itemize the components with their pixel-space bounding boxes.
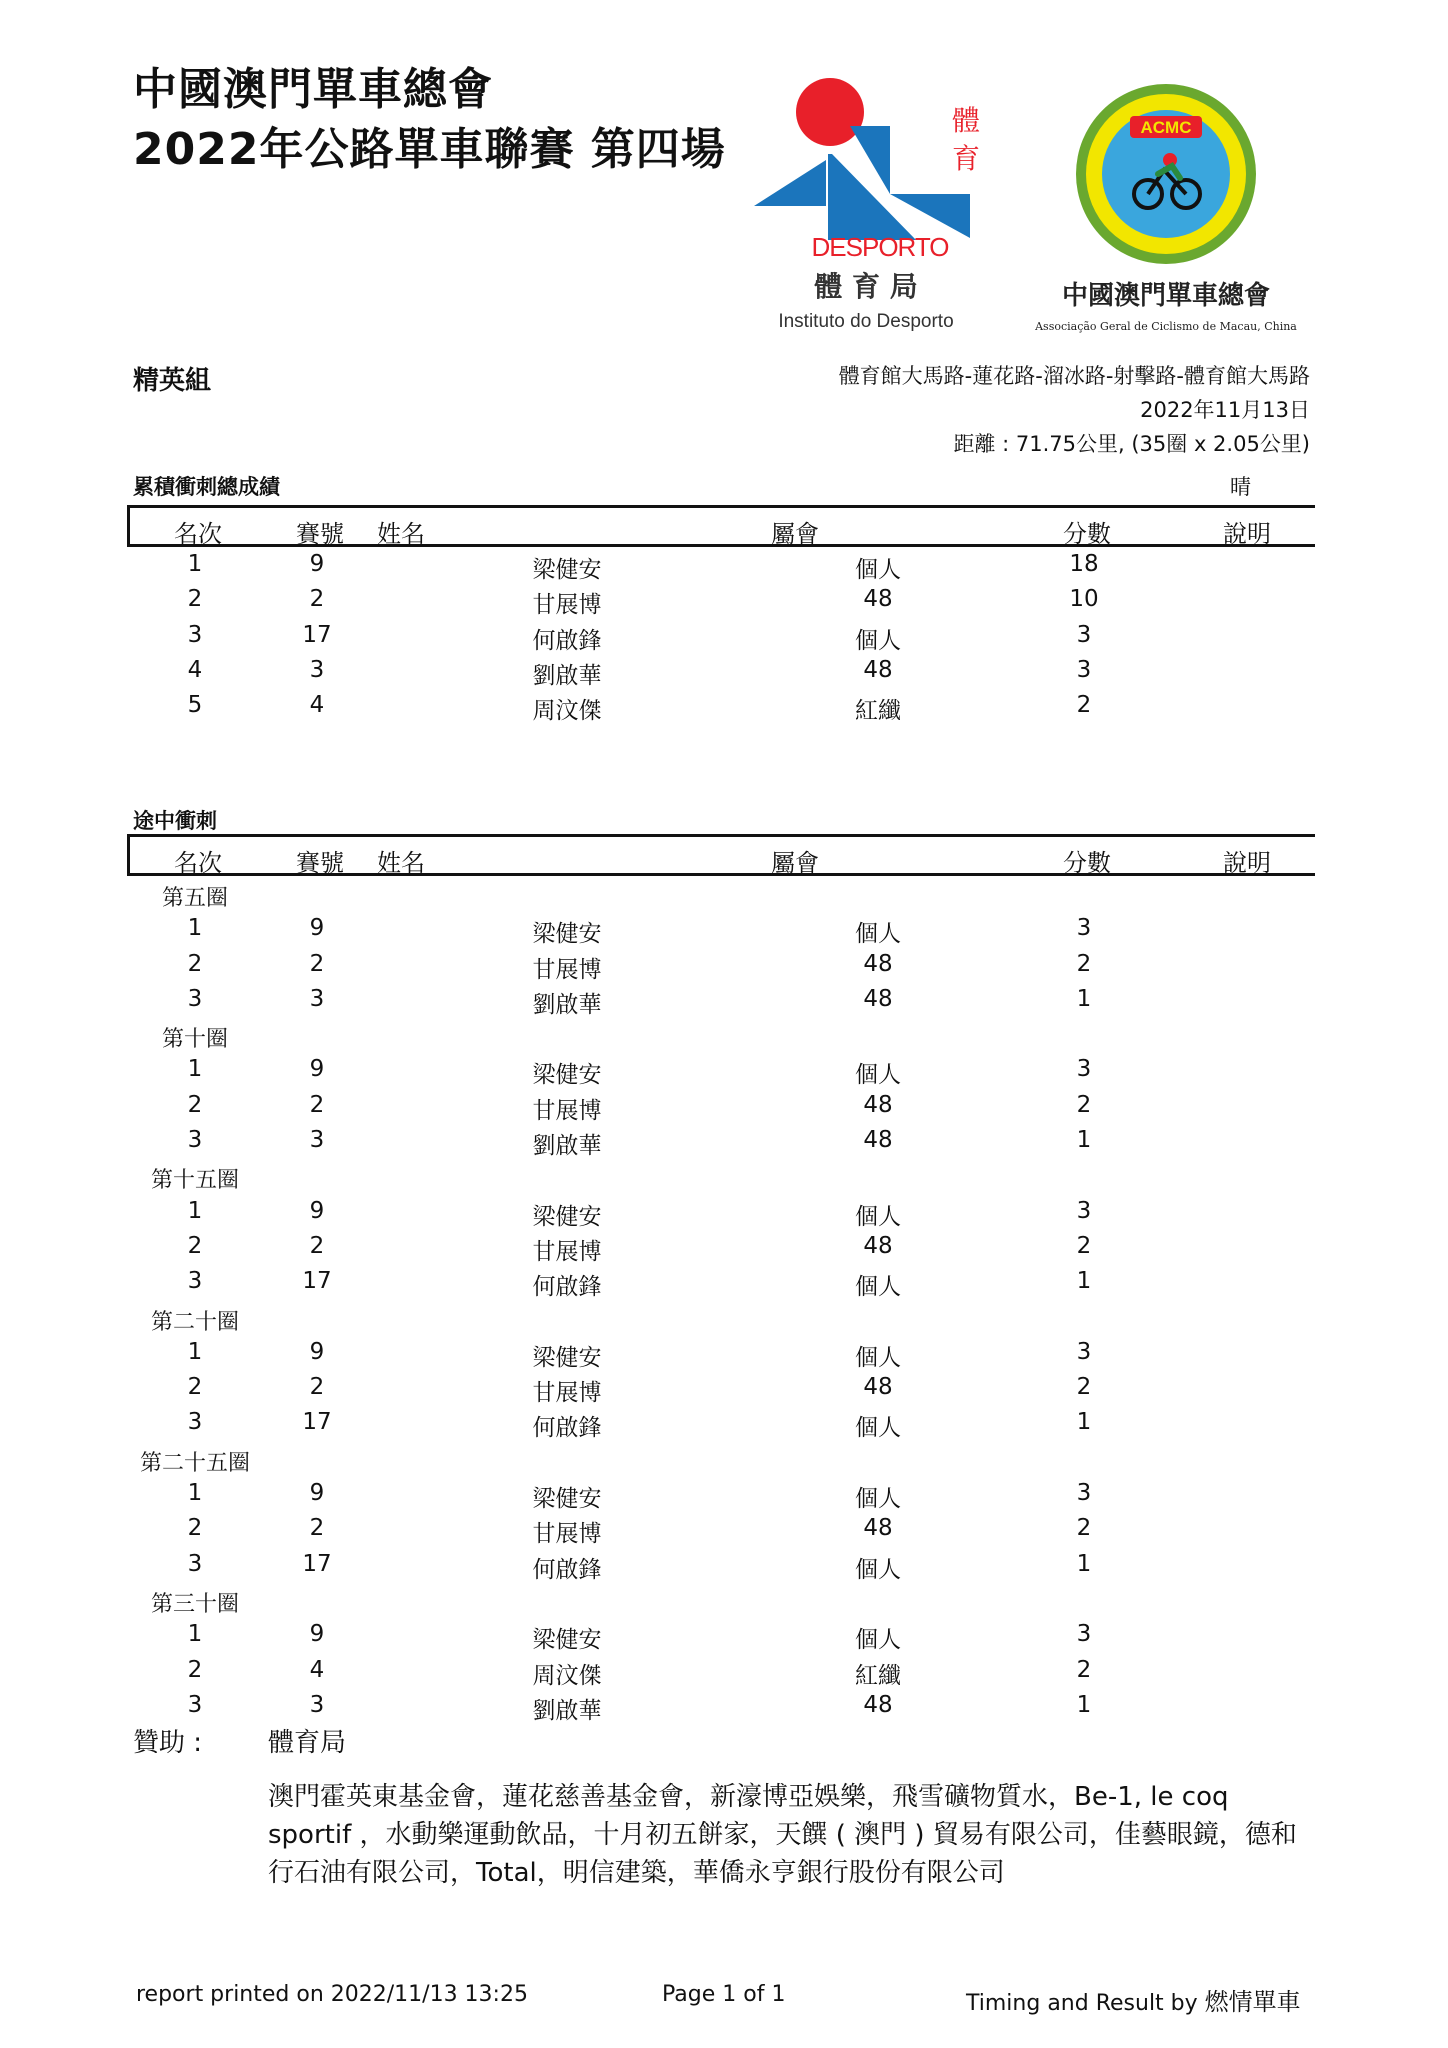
row-bib: 3 — [309, 1691, 325, 1718]
acmc-badge-text: ACMC — [1140, 118, 1192, 137]
row-points: 1 — [1076, 985, 1092, 1012]
header-note: 說明 — [1223, 520, 1271, 548]
row-bib: 9 — [309, 1480, 325, 1507]
row-rider-name: 梁健安 — [532, 1486, 602, 1513]
acmc-logo — [1034, 84, 1297, 333]
header-logos — [740, 70, 1340, 350]
instituto-do-desporto-logo — [754, 78, 980, 332]
row-bib: 9 — [309, 551, 325, 577]
table-row — [127, 653, 1315, 688]
row-rider-name: 何啟鋒 — [532, 627, 602, 654]
table-row — [127, 1264, 1315, 1299]
lap-label: 第二十五圈 — [139, 1450, 250, 1476]
lap-group-label — [127, 1158, 1315, 1193]
row-rider-name: 梁健安 — [532, 921, 602, 948]
table-row — [127, 1476, 1315, 1511]
row-rider-name: 何啟鋒 — [532, 1274, 602, 1301]
row-points: 18 — [1069, 551, 1099, 577]
row-points: 3 — [1076, 1338, 1092, 1365]
desporto-brand-wordmark: DESPORTO — [811, 232, 949, 262]
row-club: 紅纖 — [855, 1662, 901, 1689]
row-rider-name: 何啟鋒 — [532, 1415, 602, 1442]
desporto-name-cjk: 體 育 局 — [814, 270, 918, 303]
row-rank: 1 — [187, 1621, 203, 1648]
row-rider-name: 甘展博 — [532, 592, 602, 619]
row-bib: 9 — [309, 1056, 325, 1083]
row-rank: 2 — [187, 1374, 203, 1401]
row-points: 2 — [1076, 1656, 1092, 1683]
table-row — [127, 1405, 1315, 1440]
row-bib: 3 — [309, 1127, 325, 1154]
row-points: 1 — [1076, 1550, 1092, 1577]
footer-printed-on: report printed on 2022/11/13 13:25 — [136, 1982, 528, 2007]
header-points: 分數 — [1063, 520, 1111, 548]
row-rider-name: 梁健安 — [532, 1627, 602, 1654]
footer-timing-brand: 燃情單車 — [1204, 1988, 1301, 2016]
overall-table-header — [127, 505, 1315, 547]
row-bib: 2 — [309, 950, 325, 977]
table-row — [127, 1335, 1315, 1370]
row-points: 2 — [1076, 950, 1092, 977]
table-row — [127, 1617, 1315, 1652]
row-club: 48 — [863, 950, 893, 977]
lap-label: 第三十圈 — [150, 1591, 239, 1617]
table-row — [127, 1547, 1315, 1582]
row-rider-name: 甘展博 — [532, 956, 602, 983]
table-row — [127, 1194, 1315, 1229]
sponsors-label: 贊助 : — [133, 1728, 203, 1758]
row-points: 1 — [1076, 1127, 1092, 1154]
row-rider-name: 何啟鋒 — [532, 1556, 602, 1583]
row-rank: 3 — [187, 985, 203, 1012]
acmc-name-cjk: 中國澳門單車總會 — [1061, 281, 1271, 311]
lap-label: 第二十圈 — [150, 1309, 239, 1335]
footer-timing-prefix: Timing and Result by — [966, 1991, 1198, 2016]
row-points: 1 — [1076, 1268, 1092, 1295]
row-rider-name: 甘展博 — [532, 1097, 602, 1124]
row-points: 3 — [1076, 1480, 1092, 1507]
row-club: 48 — [863, 1374, 893, 1401]
row-rank: 2 — [187, 950, 203, 977]
row-rider-name: 甘展博 — [532, 1380, 602, 1407]
row-club: 個人 — [855, 1627, 901, 1654]
row-points: 3 — [1076, 621, 1092, 648]
row-rank: 2 — [187, 1515, 203, 1542]
header-club: 屬會 — [771, 520, 819, 548]
row-points: 3 — [1076, 1056, 1092, 1083]
table-row — [127, 947, 1315, 982]
row-club: 個人 — [855, 1556, 901, 1583]
intermediate-table-body — [127, 876, 1315, 1723]
row-bib: 4 — [309, 692, 325, 719]
row-points: 3 — [1076, 656, 1092, 683]
row-rank: 5 — [187, 692, 203, 719]
table-row — [127, 1088, 1315, 1123]
header-rank: 名次 — [174, 849, 222, 877]
row-rider-name: 梁健安 — [532, 557, 602, 583]
row-club: 個人 — [855, 627, 901, 654]
table-row — [127, 1653, 1315, 1688]
header-bib: 賽號 — [296, 849, 344, 877]
row-rider-name: 甘展博 — [532, 1521, 602, 1548]
header-bib: 賽號 — [296, 520, 344, 548]
table-row — [127, 1229, 1315, 1264]
lap-label: 第十圈 — [161, 1027, 228, 1053]
table-row — [127, 582, 1315, 617]
row-rider-name: 甘展博 — [532, 1238, 602, 1265]
row-rider-name: 劉啟華 — [532, 662, 602, 689]
row-points: 10 — [1069, 586, 1099, 613]
table-row — [127, 911, 1315, 946]
row-rank: 3 — [187, 1409, 203, 1436]
intermediate-section-title: 途中衝刺 — [133, 809, 217, 833]
acmc-name-pt: Associação Geral de Ciclismo de Macau, China — [1035, 320, 1297, 333]
header-note: 說明 — [1223, 849, 1271, 877]
race-date: 2022年11月13日 — [1140, 398, 1310, 422]
row-rank: 3 — [187, 621, 203, 648]
intermediate-table-header — [127, 834, 1315, 876]
row-points: 2 — [1076, 1232, 1092, 1259]
row-club: 48 — [863, 656, 893, 683]
row-club: 48 — [863, 1127, 893, 1154]
table-row — [127, 1052, 1315, 1087]
row-rank: 3 — [187, 1691, 203, 1718]
row-club: 個人 — [855, 1486, 901, 1513]
header-rank: 名次 — [174, 520, 222, 548]
row-bib: 17 — [302, 1268, 332, 1295]
row-bib: 2 — [309, 1515, 325, 1542]
row-rank: 3 — [187, 1550, 203, 1577]
row-bib: 17 — [302, 1409, 332, 1436]
row-bib: 9 — [309, 1197, 325, 1224]
row-points: 3 — [1076, 1197, 1092, 1224]
table-row — [127, 618, 1315, 653]
row-club: 48 — [863, 1232, 893, 1259]
row-club: 48 — [863, 586, 893, 613]
footer-page-number: Page 1 of 1 — [662, 1982, 786, 2007]
row-rider-name: 梁健安 — [532, 1203, 602, 1230]
race-route: 體育館大馬路-蓮花路-溜冰路-射擊路-體育館大馬路 — [838, 364, 1310, 388]
header-points: 分數 — [1063, 849, 1111, 877]
row-rank: 2 — [187, 1232, 203, 1259]
row-bib: 17 — [302, 1550, 332, 1577]
row-club: 48 — [863, 1091, 893, 1118]
row-rank: 1 — [187, 551, 203, 577]
desporto-side-char-2: 育 — [952, 142, 981, 175]
lap-label: 第十五圈 — [150, 1168, 239, 1194]
desporto-blue-left-triangle — [754, 160, 826, 206]
lap-group-label — [127, 1300, 1315, 1335]
row-club: 個人 — [855, 1344, 901, 1371]
row-rank: 2 — [187, 1091, 203, 1118]
intermediate-table — [127, 834, 1315, 1723]
row-bib: 2 — [309, 586, 325, 613]
sponsors-list: 澳門霍英東基金會，蓮花慈善基金會，新濠博亞娛樂，飛雪礦物質水，Be-1, le coq sportif ，水動樂運動飲品，十月初五餅家，天饌 ( 澳門 ) 貿易有限公司，佳藝眼鏡，德和行石油有限公司，Total，明信建築，華僑永亨銀行股份有限公司 — [268, 1782, 1297, 1888]
row-bib: 2 — [309, 1232, 325, 1259]
desporto-red-sun — [796, 78, 864, 146]
row-bib: 17 — [302, 621, 332, 648]
overall-table — [127, 505, 1315, 723]
lap-group-label — [127, 876, 1315, 911]
lap-group-label — [127, 1441, 1315, 1476]
row-club: 48 — [863, 1691, 893, 1718]
overall-section-title: 累積衝刺總成績 — [133, 475, 280, 499]
row-points: 2 — [1076, 1374, 1092, 1401]
race-distance: 距離 : 71.75公里, (35圈 x 2.05公里) — [953, 432, 1310, 456]
weather: 晴 — [1230, 475, 1251, 499]
lap-group-label — [127, 1582, 1315, 1617]
row-rider-name: 梁健安 — [532, 1344, 602, 1371]
row-bib: 3 — [309, 985, 325, 1012]
sponsors-main: 體育局 — [268, 1728, 347, 1758]
row-bib: 3 — [309, 656, 325, 683]
row-club: 個人 — [855, 921, 901, 948]
row-club: 個人 — [855, 1203, 901, 1230]
row-rank: 2 — [187, 586, 203, 613]
table-row — [127, 1688, 1315, 1723]
row-club: 48 — [863, 985, 893, 1012]
header-name: 姓名 — [377, 520, 425, 548]
row-points: 1 — [1076, 1691, 1092, 1718]
table-row — [127, 1511, 1315, 1546]
report-title-association: 中國澳門單車總會 — [133, 64, 493, 115]
table-row — [127, 688, 1315, 723]
table-row — [127, 1370, 1315, 1405]
row-rider-name: 劉啟華 — [532, 1697, 602, 1724]
report-title-event: 2022年公路單車聯賽 第四場 — [133, 124, 726, 175]
row-rank: 4 — [187, 656, 203, 683]
race-category: 精英組 — [133, 366, 212, 396]
row-bib: 2 — [309, 1091, 325, 1118]
row-bib: 9 — [309, 1621, 325, 1648]
row-rank: 2 — [187, 1656, 203, 1683]
row-rider-name: 周汶傑 — [532, 1662, 602, 1689]
row-points: 1 — [1076, 1409, 1092, 1436]
lap-label: 第五圈 — [161, 886, 228, 911]
row-points: 2 — [1076, 1515, 1092, 1542]
row-points: 3 — [1076, 1621, 1092, 1648]
row-rider-name: 周汶傑 — [532, 698, 602, 725]
row-points: 2 — [1076, 692, 1092, 719]
desporto-name-pt: Instituto do Desporto — [778, 311, 954, 332]
header-name: 姓名 — [377, 849, 425, 877]
row-club: 個人 — [855, 1274, 901, 1301]
row-points: 2 — [1076, 1091, 1092, 1118]
row-bib: 2 — [309, 1374, 325, 1401]
row-rank: 1 — [187, 1056, 203, 1083]
row-club: 紅纖 — [855, 698, 901, 725]
row-rider-name: 劉啟華 — [532, 991, 602, 1018]
table-row — [127, 982, 1315, 1017]
table-row — [127, 1123, 1315, 1158]
row-rank: 1 — [187, 915, 203, 942]
row-rank: 3 — [187, 1268, 203, 1295]
row-club: 個人 — [855, 557, 901, 583]
row-club: 48 — [863, 1515, 893, 1542]
row-rider-name: 劉啟華 — [532, 1133, 602, 1160]
row-points: 3 — [1076, 915, 1092, 942]
row-rank: 1 — [187, 1197, 203, 1224]
row-bib: 9 — [309, 915, 325, 942]
footer-timing — [966, 1982, 1301, 2017]
row-rank: 3 — [187, 1127, 203, 1154]
row-rank: 1 — [187, 1480, 203, 1507]
row-bib: 4 — [309, 1656, 325, 1683]
table-row — [127, 547, 1315, 582]
row-bib: 9 — [309, 1338, 325, 1365]
header-club: 屬會 — [771, 849, 819, 877]
overall-table-body — [127, 547, 1315, 723]
desporto-side-char-1: 體 — [952, 104, 981, 137]
row-rank: 1 — [187, 1338, 203, 1365]
row-club: 個人 — [855, 1062, 901, 1089]
lap-group-label — [127, 1017, 1315, 1052]
row-rider-name: 梁健安 — [532, 1062, 602, 1089]
row-club: 個人 — [855, 1415, 901, 1442]
